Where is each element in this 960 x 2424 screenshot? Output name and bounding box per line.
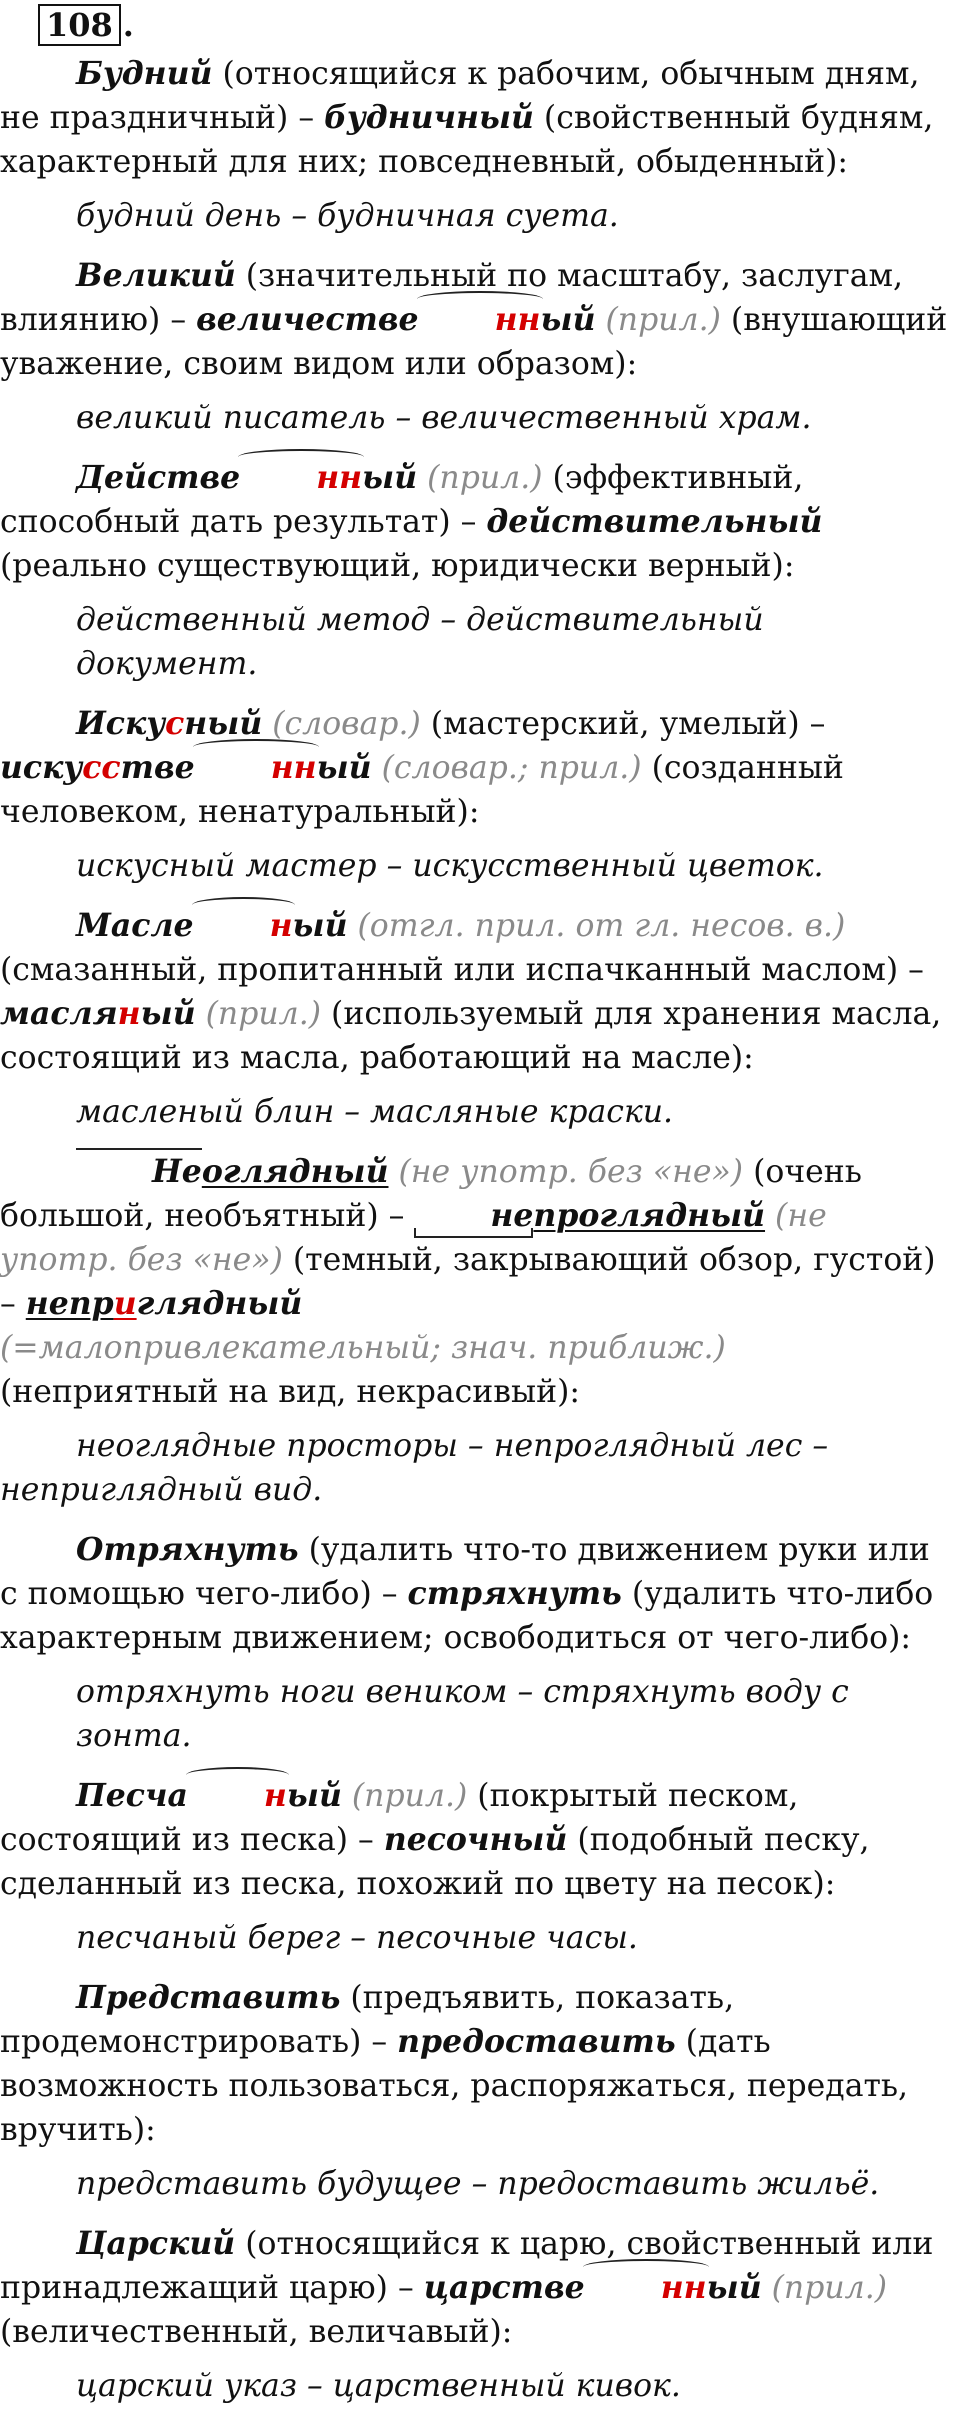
exercise-number-box: 108 bbox=[38, 4, 121, 46]
word-part: тве bbox=[120, 749, 195, 786]
definition-text: (удалить что-либо характерным движением; освободиться от чего-либо): bbox=[0, 1576, 934, 1656]
word-part: масля bbox=[0, 995, 118, 1032]
entry-tsarskiy bbox=[0, 2222, 960, 2408]
paronym: стряхнуть bbox=[407, 1575, 622, 1612]
grammar-note: (прил.) bbox=[595, 302, 721, 338]
definition-text: (предъявить, показать, продемонстрировать) – bbox=[0, 1980, 735, 2060]
definition-text: (значительный по масштабу, заслугам, влиянию) – bbox=[0, 258, 903, 338]
grammar-note: (словар.; прил.) bbox=[371, 750, 642, 786]
prefix-mark: не bbox=[414, 1194, 533, 1238]
prefix-mark: Не bbox=[76, 1150, 202, 1194]
definition-text: (удалить что-то движением руки или с помощью чего-либо) – bbox=[0, 1532, 930, 1612]
headword: Отряхнуть bbox=[76, 1531, 299, 1568]
word-part: ый bbox=[362, 459, 418, 496]
grammar-note: (не употр. без «не») bbox=[388, 1154, 744, 1190]
headword bbox=[76, 1777, 342, 1814]
example: царский указ – царственный кивок. bbox=[76, 2368, 681, 2404]
word-part: глядный bbox=[136, 1285, 303, 1322]
example: представить будущее – предоставить жильё. bbox=[76, 2166, 880, 2202]
definition-text: (неприятный на вид, некрасивый): bbox=[0, 1374, 580, 1410]
definition-text: (очень большой, необъятный) – bbox=[0, 1154, 862, 1234]
entry-budniy bbox=[0, 52, 960, 238]
word-part: Действе bbox=[76, 459, 241, 496]
word-part: ый bbox=[286, 1777, 342, 1814]
definition-text: (мастерский, умелый) – bbox=[420, 706, 826, 742]
paronym: предоставить bbox=[397, 2023, 676, 2060]
definition-text: (свойственный будням, характерный для них; повседневный, обыденный): bbox=[0, 100, 934, 180]
example: песчаный берег – песочные часы. bbox=[76, 1920, 638, 1956]
definition bbox=[0, 254, 948, 386]
suffix-highlight: нн bbox=[419, 298, 541, 342]
definition-text: (темный, закрывающий обзор, густой) – bbox=[0, 1242, 936, 1322]
word-part: проглядный bbox=[533, 1197, 766, 1234]
example: неоглядные просторы – непроглядный лес – неприглядный вид. bbox=[0, 1428, 829, 1508]
suffix-highlight: нн bbox=[195, 746, 317, 790]
definition-text: (смазанный, пропитанный или испачканный маслом) – bbox=[0, 952, 924, 988]
word-part: непр bbox=[25, 1285, 114, 1322]
headword: Царский bbox=[76, 2225, 236, 2262]
definition bbox=[0, 1774, 948, 1906]
definition bbox=[0, 702, 948, 834]
paronym: будничный bbox=[324, 99, 534, 136]
paronym: песочный bbox=[383, 1821, 568, 1858]
definition-text: (относящийся к рабочим, обычным дням, не праздничный) – bbox=[0, 56, 920, 136]
example: будний день – будничная суета. bbox=[76, 198, 619, 234]
suffix-highlight: н bbox=[188, 1774, 287, 1818]
definition-text: (подобный песку, сделанный из песка, похожий по цвету на песок): bbox=[0, 1822, 870, 1902]
entry-predstavit bbox=[0, 1976, 960, 2206]
paronym bbox=[196, 301, 595, 338]
entry-deystvenny bbox=[0, 456, 960, 686]
exercise-number-dot: . bbox=[122, 6, 134, 44]
suffix-highlight: нн bbox=[585, 2266, 707, 2310]
word-part: ный bbox=[184, 705, 263, 742]
letter-highlight: и bbox=[113, 1285, 137, 1322]
definition bbox=[0, 1976, 948, 2152]
letter-highlight: сс bbox=[82, 749, 121, 786]
headword: Будний bbox=[76, 55, 213, 92]
paronym: действительный bbox=[486, 503, 823, 540]
word-part: ый bbox=[540, 301, 596, 338]
headword: Представить bbox=[76, 1979, 341, 2016]
definition-text: (эффективный, способный дать результат) – bbox=[0, 460, 804, 540]
word-part: царстве bbox=[423, 2269, 585, 2306]
definition-text: (дать возможность пользоваться, распоряжаться, передать, вручить): bbox=[0, 2024, 909, 2148]
definition-text: (покрытый песком, состоящий из песка) – bbox=[0, 1778, 799, 1858]
grammar-note: (прил.) bbox=[761, 2270, 888, 2306]
paronym bbox=[0, 995, 196, 1032]
suffix-highlight: н bbox=[194, 904, 293, 948]
definition-text: (величественный, величавый): bbox=[0, 2314, 513, 2350]
grammar-note: (прил.) bbox=[341, 1778, 468, 1814]
example: действенный метод – действительный документ. bbox=[76, 602, 764, 682]
headword: Великий bbox=[76, 257, 236, 294]
definition bbox=[0, 1528, 948, 1660]
word-part: оглядный bbox=[201, 1153, 389, 1190]
exercise-number bbox=[38, 4, 134, 46]
word-part: Масле bbox=[76, 907, 194, 944]
grammar-note: (отгл. прил. от гл. несов. в.) bbox=[347, 908, 846, 944]
word-part: ый bbox=[316, 749, 372, 786]
headword bbox=[76, 907, 348, 944]
definition-text: (созданный человеком, ненатуральный): bbox=[0, 750, 844, 830]
example: масленый блин – масляные краски. bbox=[76, 1094, 674, 1130]
definition-text: (относящийся к царю, свойственный или принадлежащий царю) – bbox=[0, 2226, 934, 2306]
entry-neoglyadny bbox=[0, 1150, 960, 1512]
definition bbox=[0, 2222, 948, 2354]
definition-text: (реально существующий, юридически верный): bbox=[0, 548, 795, 584]
exercise-content bbox=[0, 52, 960, 2424]
suffix-highlight: нн bbox=[240, 456, 362, 500]
word-part: ый bbox=[140, 995, 196, 1032]
example: великий писатель – величественный храм. bbox=[76, 400, 812, 436]
entry-velikiy bbox=[0, 254, 960, 440]
grammar-note: (прил.) bbox=[195, 996, 322, 1032]
example: отряхнуть ноги веником – стряхнуть воду с зонта. bbox=[76, 1674, 849, 1754]
example: искусный мастер – искусственный цветок. bbox=[76, 848, 824, 884]
letter-highlight: с bbox=[165, 705, 185, 742]
headword bbox=[76, 1153, 389, 1190]
definition-text: (внушающий уважение, своим видом или образом): bbox=[0, 302, 948, 382]
definition bbox=[0, 456, 948, 588]
entry-iskusny bbox=[0, 702, 960, 888]
headword bbox=[76, 705, 262, 742]
entry-peschany bbox=[0, 1774, 960, 1960]
word-part: ый bbox=[706, 2269, 762, 2306]
headword bbox=[76, 459, 417, 496]
paronym bbox=[26, 1285, 303, 1322]
paronym bbox=[424, 2269, 762, 2306]
word-part: Песча bbox=[76, 1777, 188, 1814]
definition bbox=[0, 52, 948, 184]
paronym bbox=[414, 1197, 765, 1234]
grammar-note: (=малопривлекательный; знач. приближ.) bbox=[0, 1330, 726, 1366]
entry-masleny bbox=[0, 904, 960, 1134]
grammar-note: (прил.) bbox=[417, 460, 543, 496]
definition bbox=[0, 904, 948, 1080]
word-part: величестве bbox=[196, 301, 419, 338]
word-part: иску bbox=[0, 749, 83, 786]
definition bbox=[0, 1150, 948, 1414]
letter-highlight: н bbox=[117, 995, 141, 1032]
grammar-note: (не употр. без «не») bbox=[0, 1198, 827, 1278]
grammar-note: (словар.) bbox=[262, 706, 421, 742]
entry-otryakhnut bbox=[0, 1528, 960, 1758]
word-part: Иску bbox=[76, 705, 166, 742]
definition-text: (используемый для хранения масла, состоящий из масла, работающий на масле): bbox=[0, 996, 942, 1076]
word-part: ый bbox=[292, 907, 348, 944]
paronym bbox=[0, 749, 372, 786]
